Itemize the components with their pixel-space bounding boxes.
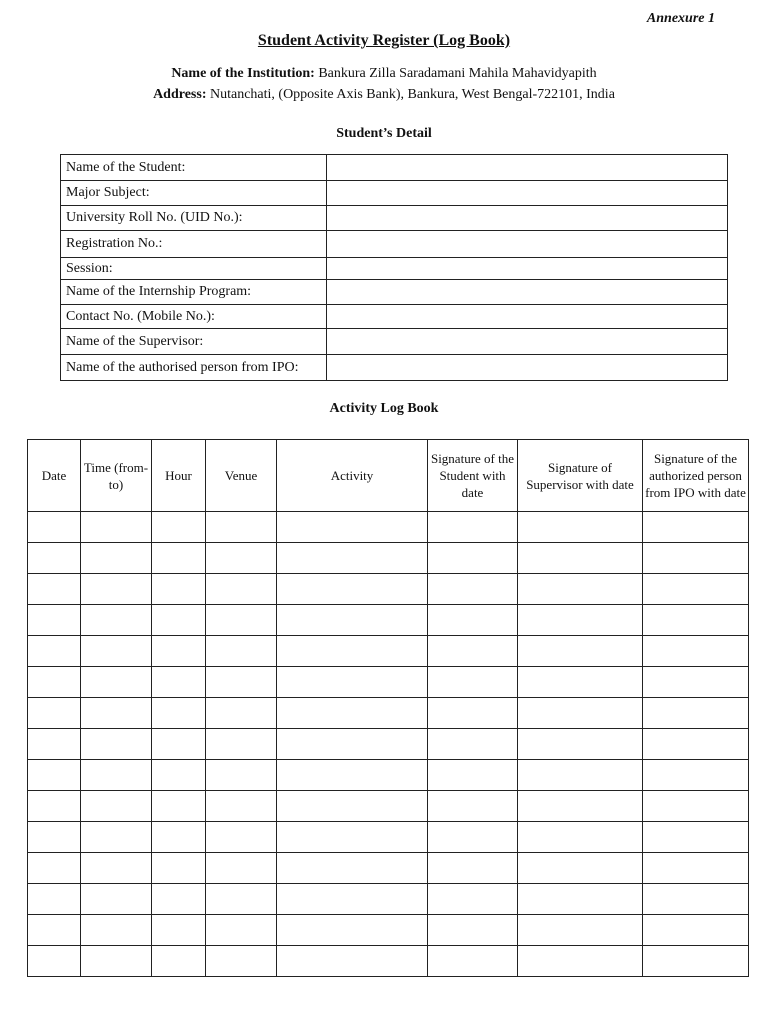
- table-row: [28, 512, 749, 543]
- col-header-supervisor-signature: Signature of Supervisor with date: [518, 440, 643, 512]
- log-cell[interactable]: [518, 946, 643, 977]
- log-cell[interactable]: [81, 915, 152, 946]
- log-cell[interactable]: [81, 512, 152, 543]
- log-cell[interactable]: [206, 605, 277, 636]
- log-cell[interactable]: [28, 884, 81, 915]
- log-cell[interactable]: [428, 884, 518, 915]
- log-cell[interactable]: [643, 884, 749, 915]
- table-row: [28, 605, 749, 636]
- log-cell[interactable]: [643, 698, 749, 729]
- log-cell[interactable]: [152, 884, 206, 915]
- log-cell[interactable]: [428, 915, 518, 946]
- log-cell[interactable]: [206, 667, 277, 698]
- log-cell[interactable]: [518, 884, 643, 915]
- log-table-body: [28, 512, 749, 977]
- log-cell[interactable]: [428, 822, 518, 853]
- log-cell[interactable]: [152, 667, 206, 698]
- log-cell[interactable]: [152, 915, 206, 946]
- log-cell[interactable]: [518, 853, 643, 884]
- log-cell[interactable]: [518, 698, 643, 729]
- log-cell[interactable]: [206, 729, 277, 760]
- log-cell[interactable]: [277, 698, 428, 729]
- log-cell[interactable]: [643, 946, 749, 977]
- log-cell[interactable]: [643, 822, 749, 853]
- log-cell[interactable]: [428, 946, 518, 977]
- log-cell[interactable]: [643, 760, 749, 791]
- log-cell[interactable]: [206, 791, 277, 822]
- log-cell[interactable]: [428, 543, 518, 574]
- table-row: [28, 667, 749, 698]
- log-cell[interactable]: [81, 574, 152, 605]
- detail-value-field[interactable]: [327, 181, 728, 206]
- log-cell[interactable]: [152, 698, 206, 729]
- table-row: [28, 791, 749, 822]
- detail-label: University Roll No. (UID No.):: [61, 206, 327, 231]
- log-header-row: [28, 440, 749, 512]
- detail-value-field[interactable]: [327, 305, 728, 329]
- log-cell[interactable]: [28, 698, 81, 729]
- log-cell[interactable]: [152, 853, 206, 884]
- log-cell[interactable]: [152, 574, 206, 605]
- log-cell[interactable]: [518, 822, 643, 853]
- log-cell[interactable]: [206, 884, 277, 915]
- table-row: [28, 822, 749, 853]
- log-cell[interactable]: [518, 915, 643, 946]
- log-cell[interactable]: [81, 853, 152, 884]
- log-cell[interactable]: [28, 946, 81, 977]
- log-cell[interactable]: [28, 729, 81, 760]
- activity-log-table: [27, 439, 749, 977]
- log-cell[interactable]: [518, 605, 643, 636]
- log-cell[interactable]: [81, 605, 152, 636]
- detail-row-contact: [61, 305, 728, 329]
- log-cell[interactable]: [518, 543, 643, 574]
- log-cell[interactable]: [81, 543, 152, 574]
- log-cell[interactable]: [643, 543, 749, 574]
- col-header-activity: Activity: [277, 440, 428, 512]
- log-cell[interactable]: [277, 729, 428, 760]
- table-row: [28, 698, 749, 729]
- col-header-date: Date: [28, 440, 81, 512]
- address-label: Address:: [153, 87, 207, 102]
- log-cell[interactable]: [28, 853, 81, 884]
- col-header-student-signature: Signature of the Student with date: [428, 440, 518, 512]
- log-cell[interactable]: [643, 636, 749, 667]
- log-cell[interactable]: [28, 822, 81, 853]
- detail-value-field[interactable]: [327, 329, 728, 355]
- log-cell[interactable]: [152, 729, 206, 760]
- table-row: [28, 946, 749, 977]
- log-cell[interactable]: [428, 512, 518, 543]
- student-detail-table: [60, 154, 728, 381]
- detail-row-university-roll: [61, 206, 728, 231]
- log-cell[interactable]: [81, 822, 152, 853]
- detail-value-field[interactable]: [327, 258, 728, 280]
- detail-label: Name of the authorised person from IPO:: [61, 355, 327, 381]
- activity-log-heading: Activity Log Book: [329, 401, 439, 416]
- log-cell[interactable]: [206, 760, 277, 791]
- log-cell[interactable]: [206, 853, 277, 884]
- detail-label: Registration No.:: [61, 231, 327, 258]
- log-cell[interactable]: [643, 791, 749, 822]
- log-cell[interactable]: [28, 667, 81, 698]
- page-title: Student Activity Register (Log Book): [257, 32, 511, 49]
- table-row: [28, 543, 749, 574]
- detail-value-field[interactable]: [327, 280, 728, 305]
- log-cell[interactable]: [206, 543, 277, 574]
- table-row: [28, 636, 749, 667]
- log-cell[interactable]: [81, 760, 152, 791]
- log-cell[interactable]: [206, 698, 277, 729]
- log-cell[interactable]: [152, 822, 206, 853]
- log-cell[interactable]: [643, 574, 749, 605]
- detail-label: Name of the Supervisor:: [61, 329, 327, 355]
- detail-label: Name of the Student:: [61, 155, 327, 181]
- log-cell[interactable]: [428, 791, 518, 822]
- log-cell[interactable]: [277, 946, 428, 977]
- log-cell[interactable]: [643, 605, 749, 636]
- log-cell[interactable]: [206, 512, 277, 543]
- log-cell[interactable]: [643, 729, 749, 760]
- detail-value-field[interactable]: [327, 231, 728, 258]
- log-cell[interactable]: [277, 574, 428, 605]
- log-cell[interactable]: [81, 884, 152, 915]
- log-cell[interactable]: [643, 512, 749, 543]
- log-cell[interactable]: [277, 822, 428, 853]
- detail-value-field[interactable]: [327, 206, 728, 231]
- log-cell[interactable]: [152, 791, 206, 822]
- institution-label: Name of the Institution:: [171, 66, 315, 81]
- log-cell[interactable]: [518, 636, 643, 667]
- annexure-label: Annexure 1: [646, 11, 715, 26]
- detail-row-ipo-person: [61, 355, 728, 381]
- log-cell[interactable]: [152, 605, 206, 636]
- log-cell[interactable]: [277, 667, 428, 698]
- log-cell[interactable]: [28, 636, 81, 667]
- log-cell[interactable]: [518, 667, 643, 698]
- log-cell[interactable]: [28, 512, 81, 543]
- log-cell[interactable]: [277, 543, 428, 574]
- log-cell[interactable]: [81, 667, 152, 698]
- log-cell[interactable]: [428, 760, 518, 791]
- log-cell[interactable]: [206, 946, 277, 977]
- log-cell[interactable]: [518, 574, 643, 605]
- log-cell[interactable]: [81, 698, 152, 729]
- col-header-hour: Hour: [152, 440, 206, 512]
- detail-row-internship-program: [61, 280, 728, 305]
- log-cell[interactable]: [206, 636, 277, 667]
- log-cell[interactable]: [152, 946, 206, 977]
- log-cell[interactable]: [428, 667, 518, 698]
- log-cell[interactable]: [428, 574, 518, 605]
- institution-value: Bankura Zilla Saradamani Mahila Mahavidyapith: [318, 66, 597, 81]
- log-cell[interactable]: [428, 636, 518, 667]
- log-cell[interactable]: [28, 605, 81, 636]
- log-cell[interactable]: [277, 791, 428, 822]
- log-cell[interactable]: [28, 915, 81, 946]
- log-cell[interactable]: [643, 667, 749, 698]
- log-cell[interactable]: [277, 853, 428, 884]
- detail-label: Name of the Internship Program:: [61, 280, 327, 305]
- log-cell[interactable]: [28, 543, 81, 574]
- table-row: [28, 574, 749, 605]
- log-cell[interactable]: [643, 853, 749, 884]
- address-value: Nutanchati, (Opposite Axis Bank), Bankura, West Bengal-722101, India: [209, 87, 615, 102]
- log-cell[interactable]: [428, 853, 518, 884]
- table-row: [28, 853, 749, 884]
- log-cell[interactable]: [28, 760, 81, 791]
- log-cell[interactable]: [152, 760, 206, 791]
- log-cell[interactable]: [81, 791, 152, 822]
- log-cell[interactable]: [152, 543, 206, 574]
- log-cell[interactable]: [277, 605, 428, 636]
- log-cell[interactable]: [518, 729, 643, 760]
- log-cell[interactable]: [277, 884, 428, 915]
- detail-row-supervisor: [61, 329, 728, 355]
- log-cell[interactable]: [428, 698, 518, 729]
- detail-label: Contact No. (Mobile No.):: [61, 305, 327, 329]
- table-row: [28, 729, 749, 760]
- log-cell[interactable]: [28, 791, 81, 822]
- log-cell[interactable]: [428, 729, 518, 760]
- log-cell[interactable]: [81, 946, 152, 977]
- log-cell[interactable]: [277, 512, 428, 543]
- address-line: [0, 87, 768, 103]
- log-cell[interactable]: [277, 915, 428, 946]
- col-header-ipo-signature: Signature of the authorized person from IPO with date: [643, 440, 749, 512]
- log-cell[interactable]: [277, 760, 428, 791]
- student-detail-heading: Student’s Detail: [336, 126, 432, 141]
- log-cell[interactable]: [277, 636, 428, 667]
- detail-row-major-subject: [61, 181, 728, 206]
- log-cell[interactable]: [206, 915, 277, 946]
- detail-row-student-name: [61, 155, 728, 181]
- log-cell[interactable]: [81, 729, 152, 760]
- detail-label: Major Subject:: [61, 181, 327, 206]
- log-cell[interactable]: [518, 791, 643, 822]
- detail-row-registration: [61, 231, 728, 258]
- log-cell[interactable]: [518, 512, 643, 543]
- log-cell[interactable]: [206, 822, 277, 853]
- table-row: [28, 915, 749, 946]
- institution-line: [0, 66, 768, 82]
- detail-row-session: [61, 258, 728, 280]
- log-cell[interactable]: [428, 605, 518, 636]
- detail-label: Session:: [61, 258, 327, 280]
- detail-value-field[interactable]: [327, 355, 728, 381]
- log-cell[interactable]: [152, 512, 206, 543]
- log-cell[interactable]: [643, 915, 749, 946]
- log-cell[interactable]: [28, 574, 81, 605]
- log-cell[interactable]: [518, 760, 643, 791]
- col-header-venue: Venue: [206, 440, 277, 512]
- detail-value-field[interactable]: [327, 155, 728, 181]
- log-cell[interactable]: [81, 636, 152, 667]
- log-cell[interactable]: [206, 574, 277, 605]
- log-cell[interactable]: [152, 636, 206, 667]
- table-row: [28, 884, 749, 915]
- table-row: [28, 760, 749, 791]
- col-header-time: Time (from-to): [81, 440, 152, 512]
